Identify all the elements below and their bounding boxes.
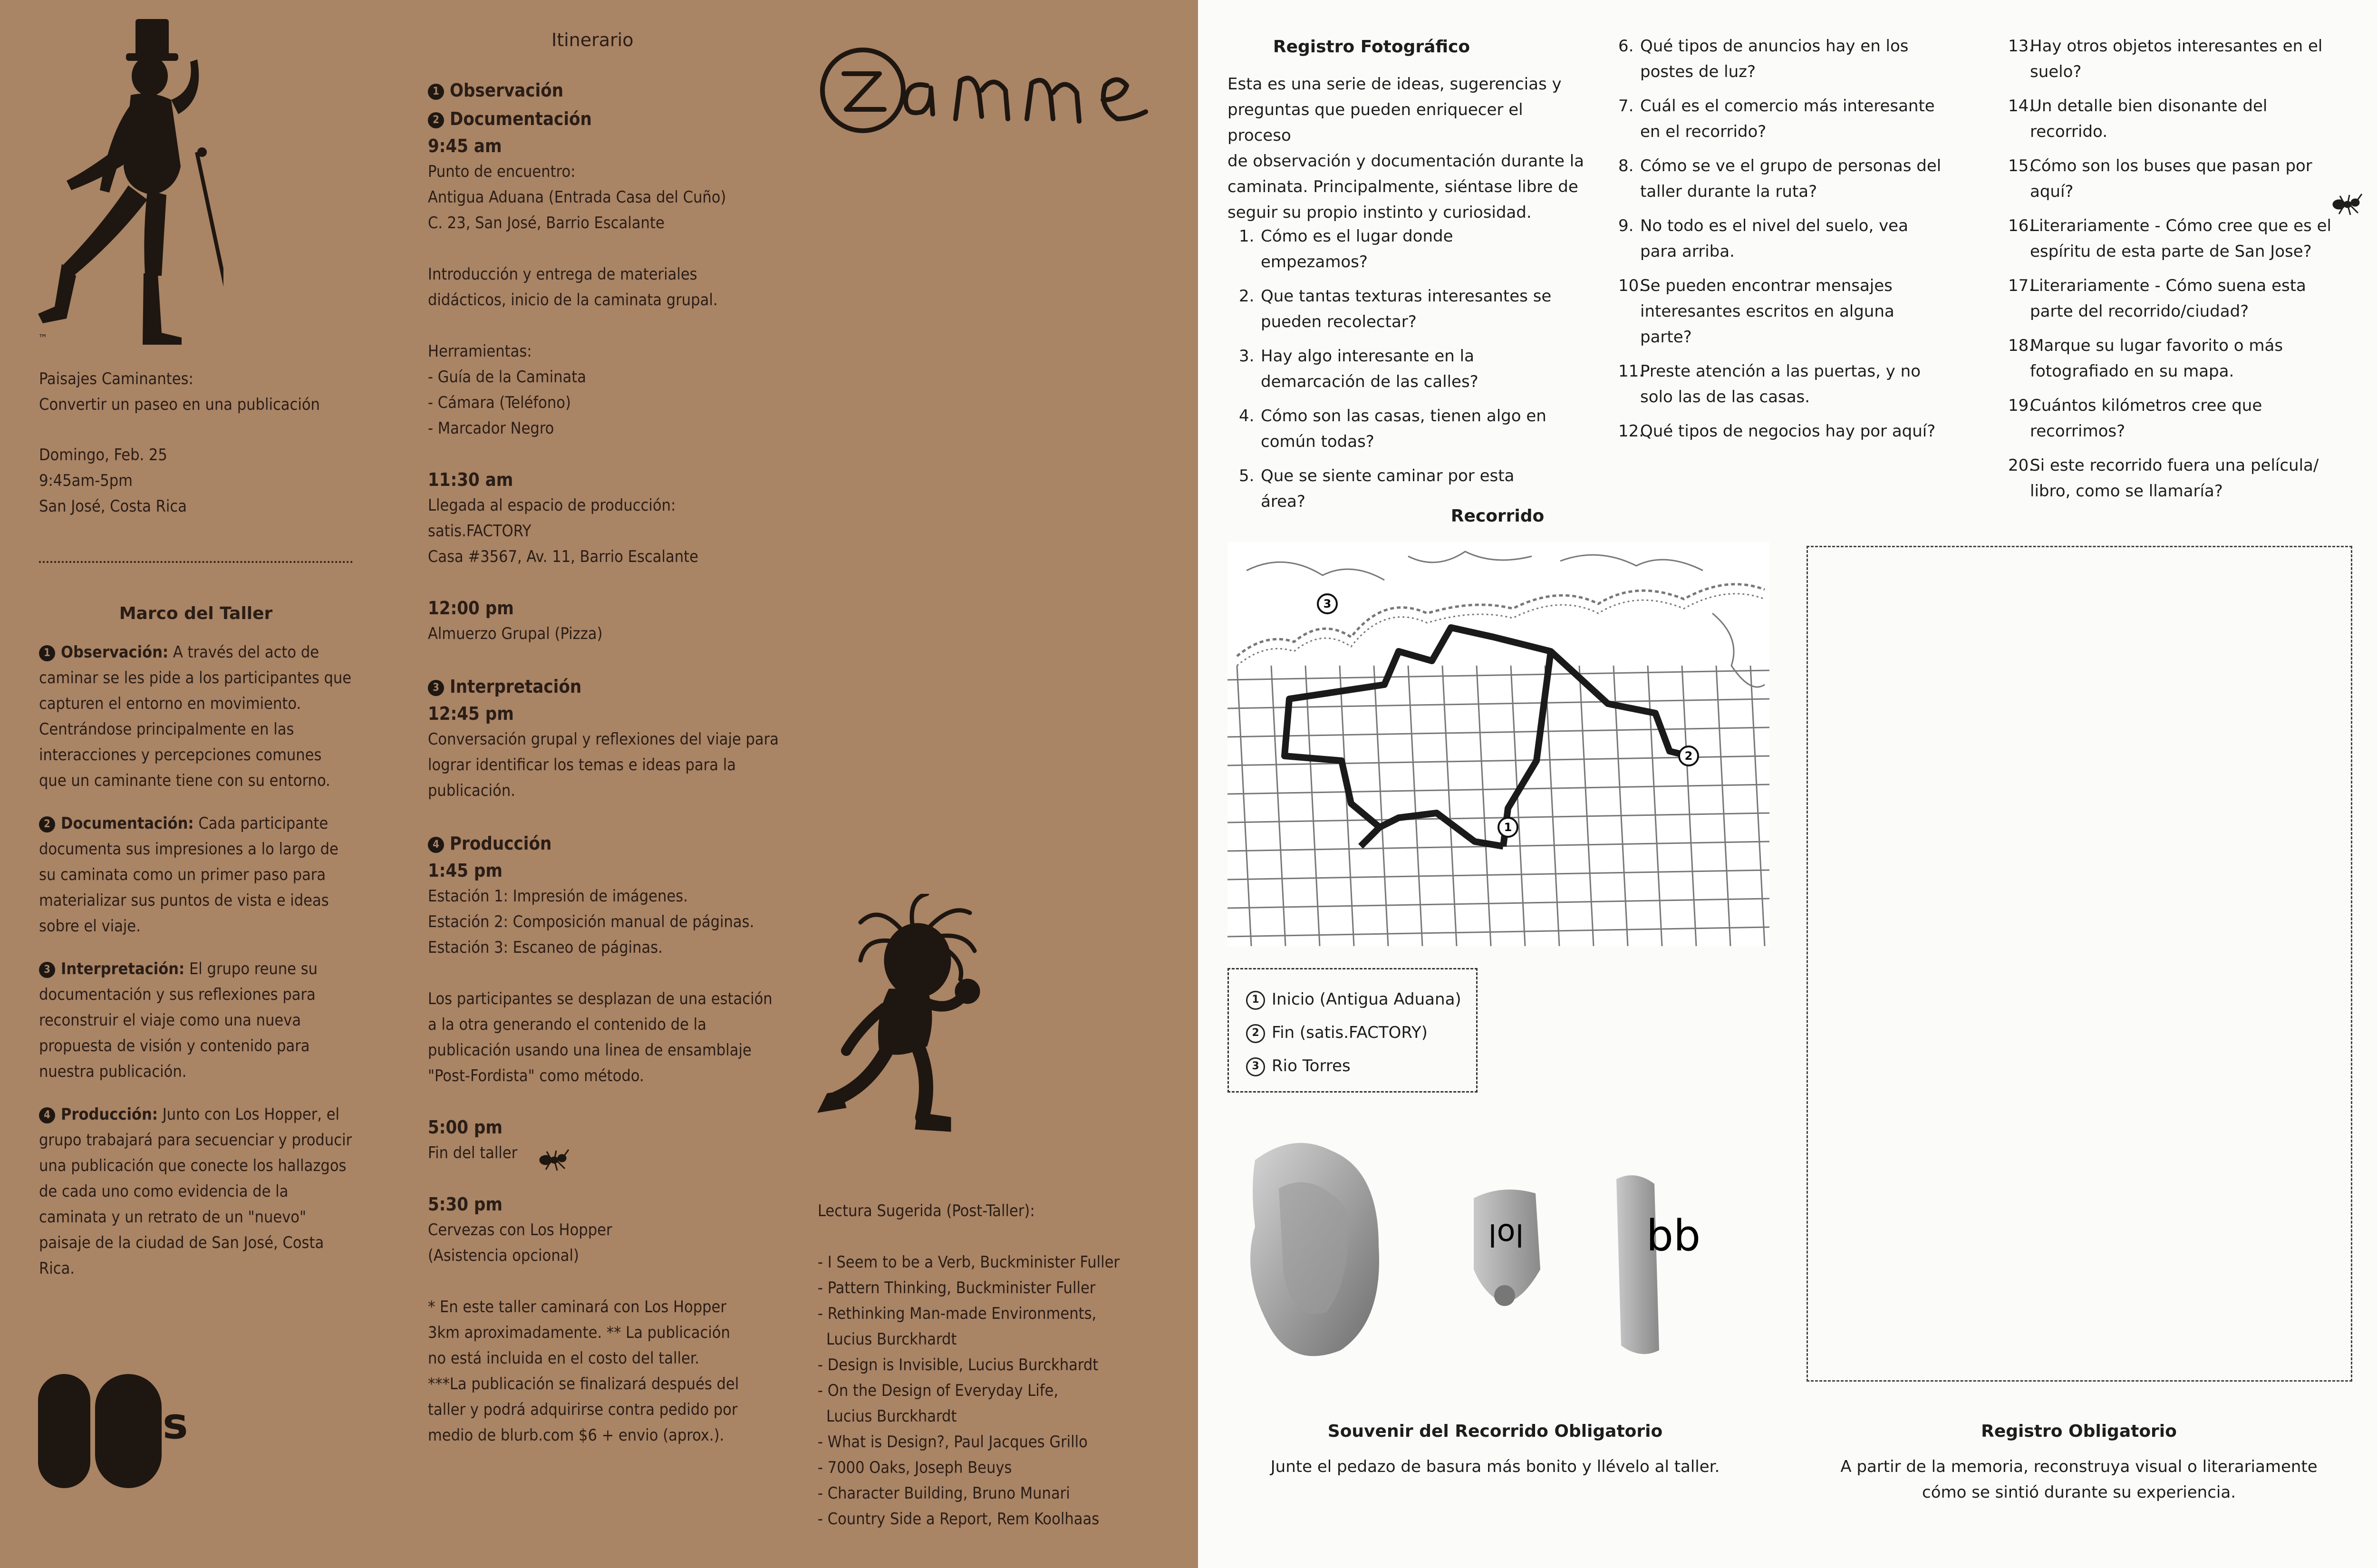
question-item [1607,93,1949,145]
marco-item-text: A través del acto de caminar se les pide a los participantes que capturen el entorno en movimiento. Centrándose principalmente en las interacciones y percepciones comunes que un caminante tiene con su entorno. [39,643,352,790]
question-text: No todo es el nivel del suelo, vea para arriba. [1640,216,1908,261]
question-text: Cuántos kilómetros cree que recorrimos? [2030,396,2262,441]
ant-icon [537,1146,570,1174]
route-map [1227,542,1769,946]
scrap-2-label: bb [1646,1211,1701,1261]
event-location: San José, Costa Rica [39,497,187,516]
svg-text:1: 1 [1504,821,1512,834]
itinerario-schedule: 1 Observación 2 Documentación 9:45 am Punto de encuentro: Antigua Aduana (Entrada Casa del Cuño) C. 23, San José, Barrio Escalante Introducción y entrega de materiales didácticos, inicio de la caminata grupal. Herramientas: - Guía de la Caminata - Cámara (Teléfono) - Marcador Negro 11:30 am Llegada al espacio de producción: satis.FACTORY Casa #3567, Av. 11, Barrio Escalante 12:00 pm Almuerzo Grupal (Pizza) 3 Interpretación 12:45 pm Conversación grupal y reflexiones del viaje para lograr identificar los temas e ideas para la publicación. 4 Producción 1:45 pm Estación 1: Impresión de imágenes. Estación 2: Composición manual de páginas. Estación 3: Escaneo de páginas. Los participantes se desplazan de una estación a la otra generando el contenido de la publicación usando una linea de ensamblaje "Post-Fordista" como método. 5:00 pm Fin del taller 5:30 pm Cervezas con Los Hopper (Asistencia opcional) * En este taller caminará con Los Hopper 3km aproximadamente. ** La publicación no está incluida en el costo del taller. ***La publicación se finalizará después del taller y podrá adquirirse contra pedido por medio de blurb.com $6 + envio (aprox.). [428,76,789,1448]
lectura-item: - Pattern Thinking, Buckminister Fuller [818,1278,1096,1297]
questions-col-2 [1607,33,1949,453]
question-item [1997,153,2348,204]
lectura-item: Lucius Burckhardt [826,1330,957,1349]
marco-number: 1 [39,645,55,661]
lectura-item: - On the Design of Everyday Life, [818,1381,1059,1400]
marco-item-text: Cada participante documenta sus impresiones a lo largo de su caminata como un primer paso para materializar sus puntos de vista e ideas sobre el viaje. [39,814,338,936]
questions-col-1 [1227,223,1560,523]
question-number: 5. [1239,466,1255,485]
svg-text:3: 3 [1323,597,1332,610]
question-item [1607,213,1949,264]
marco-item [39,811,353,939]
event-date: Domingo, Feb. 25 [39,445,167,465]
marco-item-text: Junto con Los Hopper, el grupo trabajará para secuenciar y producir una publicación que conecte los hallazgos de cada uno como evidencia de la caminata y un retrato de un "nuevo" paisaje de la ciudad de San José, Costa Rica. [39,1105,352,1278]
divider [39,561,353,563]
question-text: Se pueden encontrar mensajes interesantes escritos en alguna parte? [1640,276,1894,347]
marco-item-title: Producción: [61,1105,158,1124]
question-number: 1. [1239,227,1255,246]
question-number: 18. [2008,336,2034,355]
question-item [1607,418,1949,444]
phase-observacion: 1 Observación [428,76,789,105]
map-marker-3 [1318,594,1337,613]
question-text: Que tantas texturas interesantes se pueden recolectar? [1261,287,1552,331]
lectura-item: - 7000 Oaks, Joseph Beuys [818,1458,1012,1477]
event-series: Paisajes Caminantes: [39,369,193,388]
question-text: Qué tipos de negocios hay por aquí? [1640,422,1936,441]
question-text: Cómo se ve el grupo de personas del taller durante la ruta? [1640,156,1942,201]
question-text: Que se siente caminar por esta área? [1261,466,1515,511]
registro-drawing-area[interactable] [1807,546,2352,1382]
itinerario-title: Itinerario [551,29,634,50]
lectura-title: Lectura Sugerida (Post-Taller): [818,1201,1035,1220]
lectura-item: - Design is Invisible, Lucius Burckhardt [818,1355,1099,1374]
marco-item [39,956,353,1084]
question-text: Qué tipos de anuncios hay en los postes de luz? [1640,37,1909,81]
time-530: 5:30 pm [428,1194,503,1215]
marco-item-title: Documentación: [61,814,194,833]
question-item [1227,283,1560,335]
obligatorio-text: A partir de la memoria, reconstruya visual o literariamente cómo se sintió durante su experiencia. [1840,1457,2318,1502]
event-intro [39,366,372,417]
question-text: Marque su lugar favorito o más fotografiado en su mapa. [2030,336,2283,381]
question-number: 12. [1618,422,1644,441]
obligatorio-title: Registro Obligatorio [1981,1422,2177,1441]
question-text: Cómo son las casas, tienen algo en común todas? [1261,407,1546,451]
marco-item [39,639,353,794]
marco-item-title: Observación: [61,643,169,662]
event-time: 9:45am-5pm [39,471,133,490]
time-945: 9:45 am [428,136,502,156]
question-item [1227,223,1560,275]
phase-documentacion: 2 Documentación [428,105,789,133]
trademark-mark: ™ [38,333,48,345]
question-text: Literariamente - Cómo cree que es el espíritu de esta parte de San Jose? [2030,216,2331,261]
marco-list [39,639,353,1281]
question-item [1997,213,2348,264]
question-item [1607,33,1949,85]
legend-item-inicio: 1 Inicio (Antigua Aduana) [1246,983,1461,1016]
question-number: 2. [1239,287,1255,306]
lectura-item: - I Seem to be a Verb, Buckminister Fuller [818,1253,1120,1272]
question-item [1997,93,2348,145]
question-item [1997,33,2348,85]
question-item [1997,453,2348,504]
question-number: 20. [2008,456,2034,475]
question-text: Cómo son los buses que pasan por aquí? [2030,156,2312,201]
marco-title: Marco del Taller [119,604,273,623]
legend-item-rio: 3 Rio Torres [1246,1049,1461,1083]
phase-produccion: 4 Producción [428,829,789,858]
question-item [1997,333,2348,384]
ant-icon [2330,190,2364,219]
event-subtitle: Convertir un paseo en una publicación [39,395,320,414]
map-marker-1 [1498,818,1517,837]
svg-text:2: 2 [1684,749,1693,763]
marco-number: 3 [39,962,55,978]
question-text: Preste atención a las puertas, y no solo las de las casas. [1640,362,1921,407]
question-item [1227,403,1560,455]
question-number: 14. [2008,97,2034,116]
question-text: Si este recorrido fuera una película/ libro, como se llamaría? [2030,456,2319,501]
question-text: Cuál es el comercio más interesante en el recorrido? [1640,97,1935,141]
event-details [39,442,372,519]
question-number: 15. [2008,156,2034,175]
striding-man-illustration [33,10,223,352]
question-text: Literariamente - Cómo suena esta parte del recorrido/ciudad? [2030,276,2306,321]
question-number: 3. [1239,347,1255,366]
question-item [1607,358,1949,410]
marco-number: 4 [39,1107,55,1123]
registro-title: Registro Fotográfico [1273,37,1470,57]
time-1245: 12:45 pm [428,703,514,724]
registro-intro: Esta es una serie de ideas, sugerencias y preguntas que pueden enriquecer el proceso de observación y documentación durante la caminata. Principalmente, siéntase libre de seguir su propio instinto y curiosidad. [1227,75,1584,222]
time-145: 1:45 pm [428,860,503,881]
oos-logo: s [38,1374,195,1488]
questions-col-3 [1997,33,2348,513]
footnote: * En este taller caminará con Los Hopper 3km aproximadamente. ** La publicación no está incluida en el costo del taller. ***La publicación se finalizará después del taller y podrá adquirirse contra pedido por medio de blurb.com $6 + envio (aprox.). [428,1297,739,1445]
recorrido-title: Recorrido [1450,506,1545,526]
souvenir-title: Souvenir del Recorrido Obligatorio [1327,1422,1663,1441]
question-item [1607,273,1949,350]
question-number: 7. [1618,97,1634,116]
question-number: 4. [1239,407,1255,426]
lectura-sugerida [818,1198,1169,1532]
legend-items [1246,983,1461,1083]
marco-item [39,1102,353,1281]
marco-item-title: Interpretación: [61,959,185,978]
question-text: Hay algo interesante en la demarcación de las calles? [1261,347,1478,391]
question-number: 6. [1618,37,1634,56]
signature [818,29,1160,152]
time-1200: 12:00 pm [428,598,514,619]
time-1130: 11:30 am [428,469,513,490]
lectura-item: - Rethinking Man-made Environments, [818,1304,1097,1323]
question-item [1997,273,2348,324]
question-text: Cómo es el lugar donde empezamos? [1261,227,1453,271]
map-legend [1227,968,1478,1093]
question-number: 13. [2008,37,2034,56]
marco-number: 2 [39,816,55,832]
question-number: 11. [1618,362,1644,381]
lectura-item: - Country Side a Report, Rem Koolhaas [818,1510,1100,1529]
lectura-item: - Character Building, Bruno Munari [818,1484,1070,1503]
question-number: 17. [2008,276,2034,295]
souvenir-text: Junte el pedazo de basura más bonito y llévelo al taller. [1270,1457,1720,1476]
legend-item-fin: 2 Fin (satis.FACTORY) [1246,1016,1461,1049]
map-marker-2 [1679,746,1698,765]
scrap-wrapper-2 [1616,1175,1659,1354]
right-panel [1198,0,2377,1568]
question-number: 10. [1618,276,1644,295]
phase-interpretacion: 3 Interpretación [428,672,789,701]
question-text: Hay otros objetos interesantes en el suelo? [2030,37,2323,81]
question-text: Un detalle bien disonante del recorrido. [2030,97,2268,141]
question-item [1997,393,2348,444]
marco-item-text: El grupo reune su documentación y sus reflexiones para reconstruir el viaje como una nueva propuesta de visión y contenido para nuestra publicación. [39,959,318,1081]
scrap-1-label: lol [1488,1217,1524,1252]
question-number: 9. [1618,216,1634,235]
lectura-item: - What is Design?, Paul Jacques Grillo [818,1432,1088,1452]
question-number: 8. [1618,156,1634,175]
question-item [1227,343,1560,395]
lectura-item: Lucius Burckhardt [826,1407,957,1426]
question-number: 16. [2008,216,2034,235]
question-item [1607,153,1949,204]
runner-illustration [808,894,1008,1141]
souvenir-scraps [1236,1132,1735,1379]
time-500: 5:00 pm [428,1117,503,1138]
question-number: 19. [2008,396,2034,415]
